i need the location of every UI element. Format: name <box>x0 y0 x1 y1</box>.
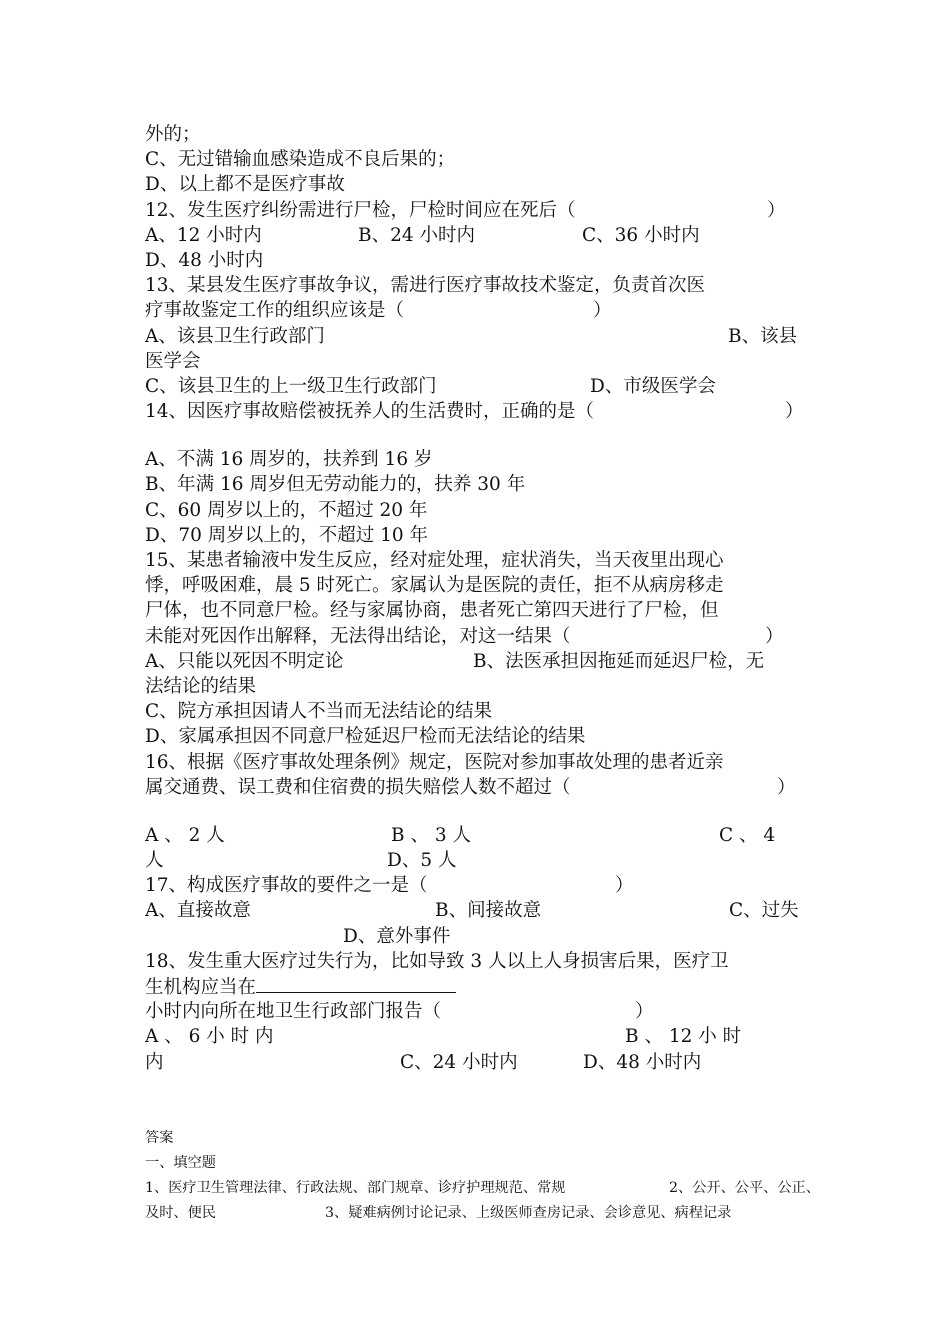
option-d: D、70 周岁以上的，不超过 10 年 <box>145 524 429 546</box>
option-a: A、该县卫生行政部门 <box>145 325 325 347</box>
text-line: 外的； <box>145 124 201 145</box>
question-17-options <box>145 924 807 949</box>
option-d: D、家属承担因不同意尸检延迟尸检而无法结论的结果 <box>145 726 586 748</box>
option-c: C、院方承担因请人不当而无法结论的结果 <box>145 701 493 723</box>
option-b: B、年满 16 周岁但无劳动能力的，扶养 30 年 <box>145 474 526 496</box>
fill-blank <box>256 974 456 993</box>
question-15-stem: 未能对死因作出解释，无法得出结论，对这一结果（ ） <box>145 625 784 647</box>
option-c: C、该县卫生的上一级卫生行政部门 <box>145 375 437 397</box>
question-16-stem: 属交通费、误工费和住宿费的损失赔偿人数不超过（ ） <box>145 776 796 798</box>
question-17-stem: 17、构成医疗事故的要件之一是（ ） <box>145 875 634 897</box>
option-a: A、12 小时内 <box>145 224 262 246</box>
answer-line: 及时、便民 3、疑难病例讨论记录、上级医师查房记录、会诊意见、病程记录 <box>145 1205 732 1221</box>
option-c: C、过失 <box>729 900 799 922</box>
question-18-stem: 生机构应当在 <box>145 974 807 999</box>
question-15-stem: 尸体，也不同意尸检。经与家属协商，患者死亡第四天进行了尸检，但 <box>145 600 719 622</box>
answer-section-heading: 一、填空题 <box>145 1155 216 1171</box>
spacer <box>145 800 807 823</box>
question-13-options <box>145 374 807 399</box>
question-12-stem: 12、发生医疗纠纷需进行尸检，尸检时间应在死后（ ） <box>145 199 786 221</box>
question-13-options <box>145 324 807 349</box>
question-13-stem: 疗事故鉴定工作的组织应该是（ ） <box>145 300 612 322</box>
option-c-cont: 人 <box>145 850 164 872</box>
question-15-options <box>145 649 807 674</box>
question-15-stem: 15、某患者输液中发生反应，经对症处理，症状消失，当天夜里出现心 <box>145 550 724 571</box>
option-b: B、该县 <box>728 325 798 347</box>
question-14-stem: 14、因医疗事故赔偿被抚养人的生活费时，正确的是（ ） <box>145 401 804 423</box>
option-a: A、直接故意 <box>145 900 251 922</box>
option-a: A 、 6 小 时 内 <box>145 1026 274 1048</box>
option-d: D、5 人 <box>387 850 457 872</box>
option-b: B、24 小时内 <box>358 224 476 246</box>
option-b: B、法医承担因拖延而延迟尸检，无 <box>473 650 765 672</box>
option-d: D、48 小时内 <box>583 1051 702 1073</box>
option-c: C、60 周岁以上的，不超过 20 年 <box>145 499 428 521</box>
question-13-stem: 13、某县发生医疗事故争议，需进行医疗事故技术鉴定，负责首次医 <box>145 275 706 297</box>
question-18-stem: 小时内向所在地卫生行政部门报告（ ） <box>145 1001 654 1023</box>
option-d: D、48 小时内 <box>145 249 264 271</box>
option-c: C、36 小时内 <box>582 224 700 246</box>
answer-title: 答案 <box>145 1130 174 1146</box>
question-16-options <box>145 848 807 873</box>
text-line: D、以上都不是医疗事故 <box>145 174 345 196</box>
question-15-stem: 悸，呼吸困难，晨 5 时死亡。家属认为是医院的责任，拒不从病房移走 <box>145 575 724 597</box>
option-c: C 、 4 <box>719 824 776 846</box>
answer-line: 1、医疗卫生管理法律、行政法规、部门规章、诊疗护理规范、常规 2、公开、公平、公正、 <box>145 1180 820 1196</box>
text-line: C、无过错输血感染造成不良后果的； <box>145 149 456 171</box>
question-18-options <box>145 1024 807 1049</box>
question-list <box>145 122 807 1075</box>
option-a: A、只能以死因不明定论 <box>145 650 344 672</box>
option-b: B 、 12 小 时 <box>625 1026 742 1048</box>
option-b-cont: 医学会 <box>145 350 201 372</box>
option-a: A、不满 16 周岁的，扶养到 16 岁 <box>145 449 433 471</box>
question-12-options <box>145 223 807 248</box>
option-b-cont: 内 <box>145 1051 164 1073</box>
question-18-options <box>145 1050 807 1075</box>
option-b-cont: 法结论的结果 <box>145 675 257 697</box>
question-18-stem: 18、发生重大医疗过失行为，比如导致 3 人以上人身损害后果，医疗卫 <box>145 950 729 972</box>
question-17-options <box>145 898 807 923</box>
option-c: C、24 小时内 <box>400 1051 518 1073</box>
option-b: B 、 3 人 <box>391 824 472 846</box>
option-a: A 、 2 人 <box>145 824 225 846</box>
question-16-stem: 16、根据《医疗事故处理条例》规定，医院对参加事故处理的患者近亲 <box>145 751 724 773</box>
option-d: D、意外事件 <box>343 925 451 947</box>
answer-section <box>145 1126 825 1226</box>
option-d: D、市级医学会 <box>590 375 716 397</box>
question-16-options <box>145 823 807 848</box>
spacer <box>145 424 807 447</box>
option-b: B、间接故意 <box>435 900 542 922</box>
